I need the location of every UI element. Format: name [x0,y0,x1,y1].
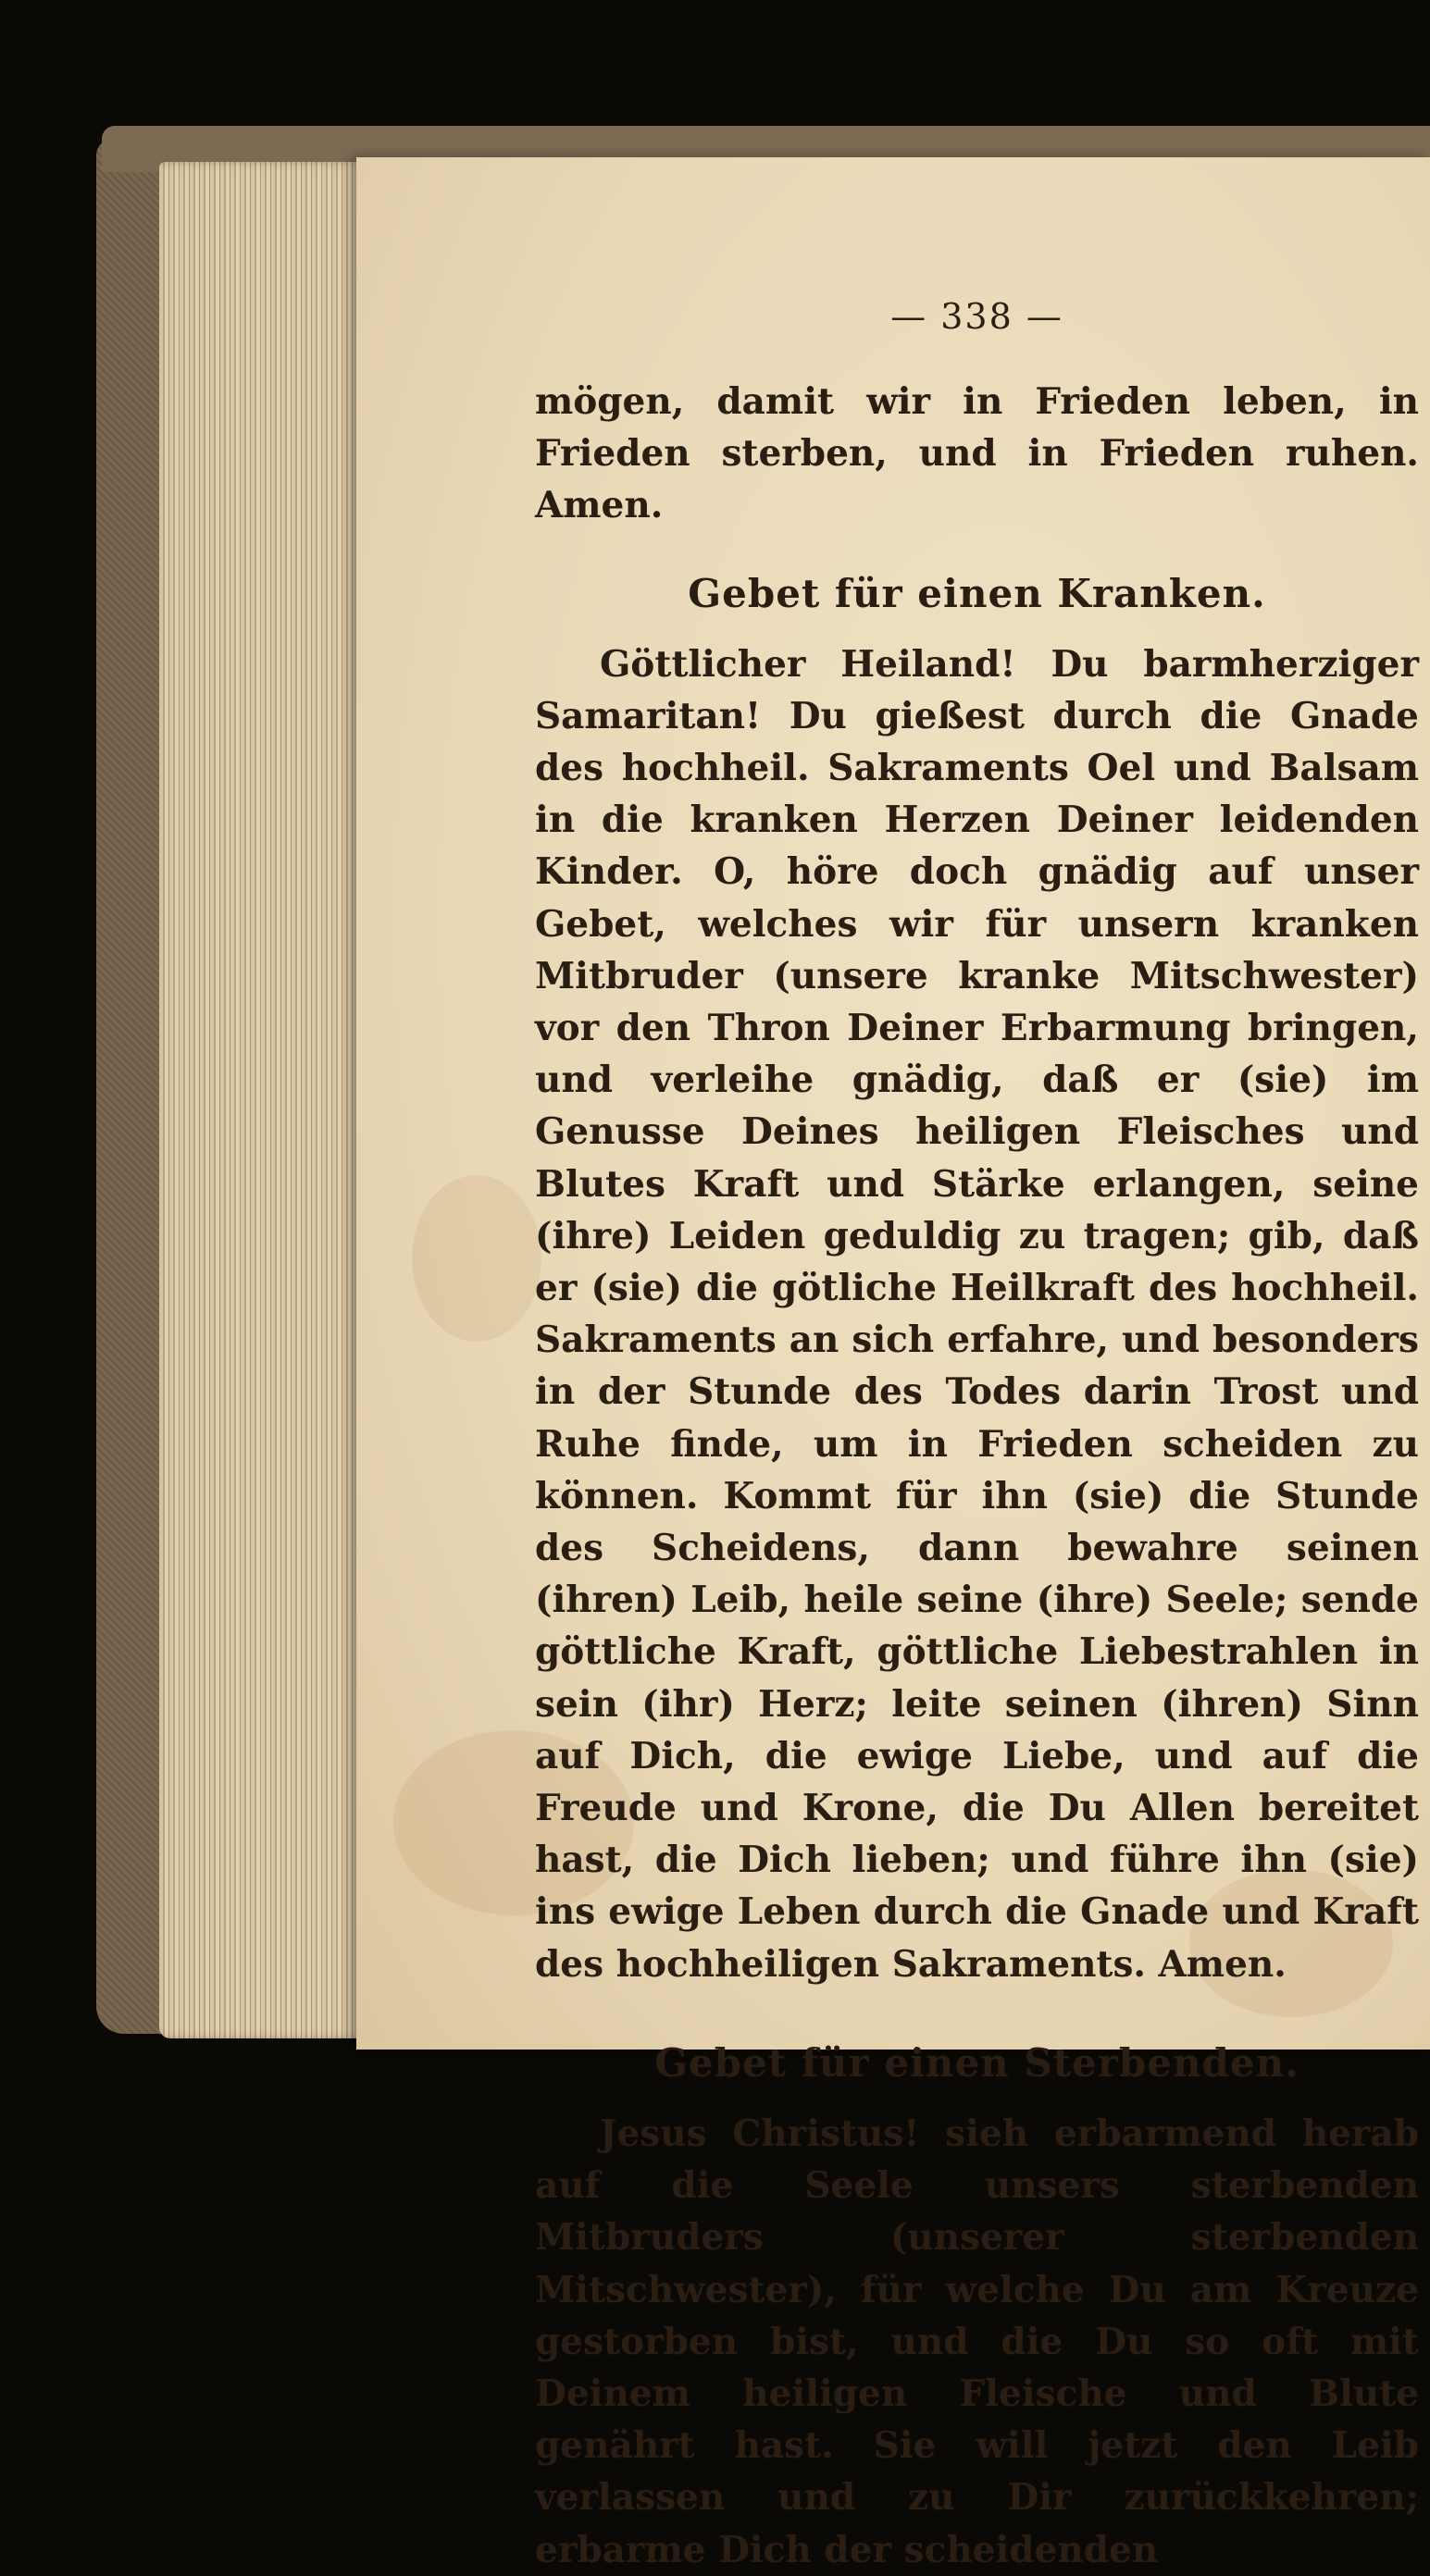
page-text [535,296,1419,2576]
page-number: — 338 — [890,296,1063,337]
section-body-sterbenden: Jesus Christus! sieh erbarmend herab auf die Seele unsers sterbenden Mitbruders (unserer sterbenden Mitschwester), für welche Du am Kreuze gestorben bist, und die Du so oft mit Deinem heiligen Fleische und Blute genährt hast. Sie will jetzt den Leib verlassen und zu Dir zurückkehren; erbarme Dich der scheidenden [535,2112,1419,2571]
continuation-paragraph: mögen, damit wir in Frieden leben, in Frieden sterben, und in Frieden ruhen. Amen. [535,380,1419,527]
section-body-kranken: Göttlicher Heiland! Du barmherziger Samaritan! Du gießest durch die Gnade des hochheil. Sakraments Oel und Balsam in die kranken Herzen Deiner leidenden Kinder. O, höre doch gnädig auf unser Gebet, welches wir für unsern kranken Mitbruder (unsere kranke Mitschwester) vor den Thron Deiner Erbarmung bringen, und verleihe gnädig, daß er (sie) im Genusse Deines heiligen Fleisches und Blutes Kraft und Stärke erlangen, seine (ihre) Leiden geduldig zu tragen; gib, daß er (sie) die götliche Heilkraft des hochheil. Sakraments an sich erfahre, und besonders in der Stunde des Todes darin Trost und Ruhe finde, um in Frieden scheiden zu können. Kommt für ihn (sie) die Stunde des Scheidens, dann bewahre seinen (ihren) Leib, heile seine (ihre) Seele; sende göttliche Kraft, göttliche Liebestrahlen in sein (ihr) Herz; leite seinen (ihren) Sinn auf Dich, die ewige Liebe, und auf die Freude und Krone, die Du Allen bereitet hast, die Dich lieben; und führe ihn (sie) ins ewige Leben durch die Gnade und Kraft des hochheiligen Sakraments. Amen. [535,642,1419,1986]
paper-stain [412,1175,541,1342]
page-edges [159,162,372,2038]
section-heading-sterbenden: Gebet für einen Sterbenden. [654,2039,1299,2086]
section-heading-kranken: Gebet für einen Kranken. [688,570,1266,616]
